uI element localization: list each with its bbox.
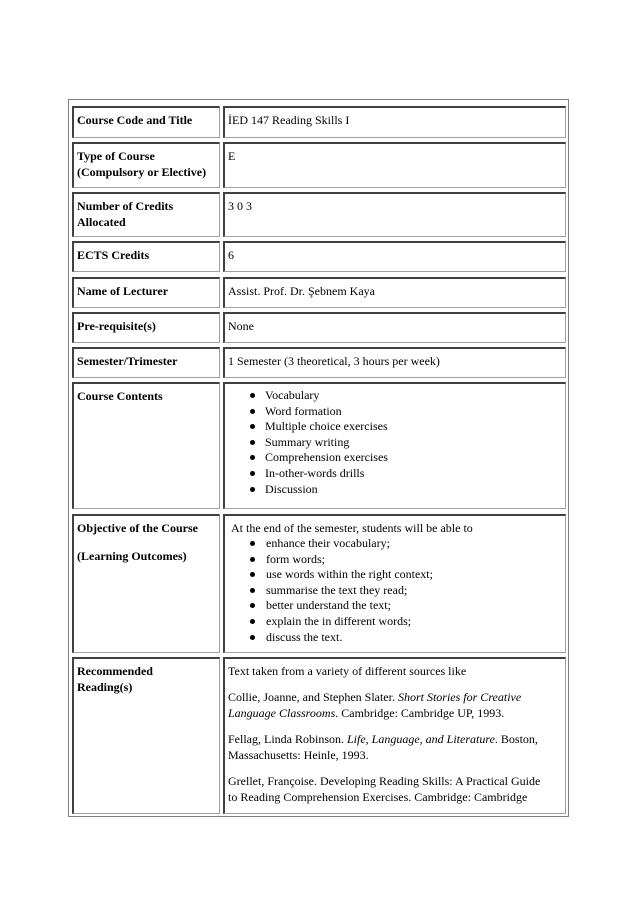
value-text: 6 xyxy=(228,248,234,262)
label-credits xyxy=(72,192,220,237)
label-text: Name of Lecturer xyxy=(77,284,169,298)
bullet-icon xyxy=(250,603,255,608)
label-text: Course Code and Title xyxy=(77,113,193,127)
bullet-icon xyxy=(250,619,255,624)
label-objective xyxy=(72,514,220,653)
value-text: 1 Semester (3 theoretical, 3 hours per week) xyxy=(228,354,440,368)
label-text: Recommended xyxy=(77,664,153,678)
label-text: (Learning Outcomes) xyxy=(77,549,187,563)
reading-intro: Text taken from a variety of different sources like xyxy=(228,664,467,678)
bullet-icon xyxy=(250,557,255,562)
label-lecturer xyxy=(72,277,220,308)
value-text: E xyxy=(228,149,236,163)
bullet-icon xyxy=(250,440,255,445)
list-item: better understand the text; xyxy=(228,598,565,614)
value-ects xyxy=(223,241,566,272)
label-ects xyxy=(72,241,220,272)
list-item: Comprehension exercises xyxy=(228,450,565,466)
list-item: form words; xyxy=(228,552,565,568)
bullet-icon xyxy=(250,588,255,593)
label-text: Allocated xyxy=(77,215,126,229)
list-item: explain the in different words; xyxy=(228,614,565,630)
label-text: Reading(s) xyxy=(77,680,133,694)
learning-outcomes-list xyxy=(228,536,565,645)
value-prerequisite xyxy=(223,312,566,343)
bullet-icon xyxy=(250,455,255,460)
label-text: Semester/Trimester xyxy=(77,354,178,368)
objective-intro: At the end of the semester, students will be able to xyxy=(231,521,473,535)
list-item: Discussion xyxy=(228,482,565,498)
bullet-icon xyxy=(250,409,255,414)
bullet-icon xyxy=(250,393,255,398)
value-text: 3 0 3 xyxy=(228,199,252,213)
list-item: Word formation xyxy=(228,404,565,420)
bullet-icon xyxy=(250,471,255,476)
value-course-code xyxy=(223,106,566,138)
label-semester xyxy=(72,347,220,378)
label-course-type xyxy=(72,142,220,188)
list-item: use words within the right context; xyxy=(228,567,565,583)
label-text: Objective of the Course xyxy=(77,521,198,535)
value-objective xyxy=(223,514,566,653)
value-text: Assist. Prof. Dr. Şebnem Kaya xyxy=(228,284,375,298)
label-text: Type of Course xyxy=(77,149,155,163)
value-text: İED 147 Reading Skills I xyxy=(228,113,350,127)
list-item: Summary writing xyxy=(228,435,565,451)
value-course-contents xyxy=(223,382,566,509)
label-prerequisite xyxy=(72,312,220,343)
value-course-type xyxy=(223,142,566,188)
bullet-icon xyxy=(250,635,255,640)
list-item: Multiple choice exercises xyxy=(228,419,565,435)
list-item: In-other-words drills xyxy=(228,466,565,482)
label-text: Pre-requisite(s) xyxy=(77,319,156,333)
label-recommended-reading xyxy=(72,657,220,814)
value-recommended-reading xyxy=(223,657,566,814)
label-course-code xyxy=(72,106,220,138)
value-text: None xyxy=(228,319,254,333)
course-info-table xyxy=(68,99,569,817)
bullet-icon xyxy=(250,541,255,546)
list-item: discuss the text. xyxy=(228,630,565,646)
label-course-contents xyxy=(72,382,220,509)
bullet-icon xyxy=(250,424,255,429)
label-text: Course Contents xyxy=(77,389,163,403)
bullet-icon xyxy=(250,487,255,492)
list-item: summarise the text they read; xyxy=(228,583,565,599)
value-semester xyxy=(223,347,566,378)
list-item: enhance their vocabulary; xyxy=(228,536,565,552)
reference-item: Grellet, Françoise. Developing Reading Skills: A Practical Guide to Reading Comprehension Exercises. Cambridge: Cambridge xyxy=(228,774,541,804)
label-text: Number of Credits xyxy=(77,199,174,213)
list-item: Vocabulary xyxy=(228,388,565,404)
label-text: ECTS Credits xyxy=(77,248,150,262)
bullet-icon xyxy=(250,572,255,577)
value-lecturer xyxy=(223,277,566,308)
reference-item: Fellag, Linda Robinson. Life, Language, and Literature. Boston, Massachusetts: Heinle, 1993. xyxy=(228,732,538,762)
course-contents-list xyxy=(228,388,565,497)
label-text: (Compulsory or Elective) xyxy=(77,165,207,179)
reference-item: Collie, Joanne, and Stephen Slater. Short Stories for Creative Language Classrooms. Cambridge: Cambridge UP, 1993. xyxy=(228,690,522,720)
value-credits xyxy=(223,192,566,237)
